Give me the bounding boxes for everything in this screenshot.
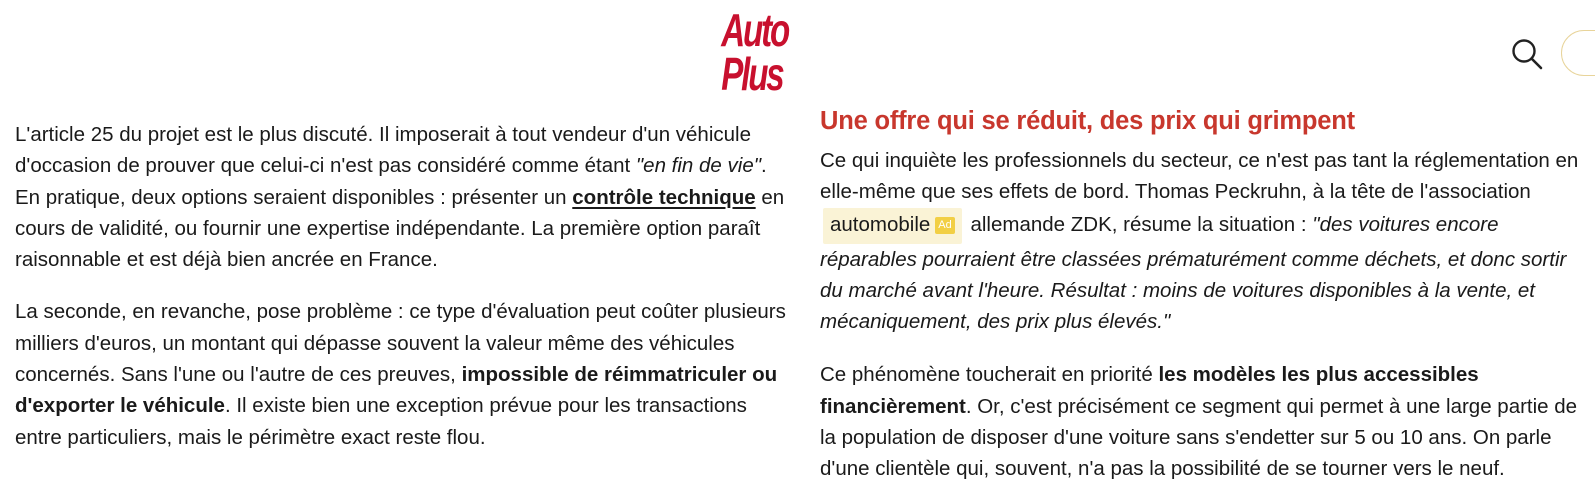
- controle-technique-link[interactable]: contrôle technique: [572, 185, 756, 209]
- subscribe-button[interactable]: [1561, 30, 1595, 76]
- bold-emphasis: impossible de réimmatriculer ou d'exporter le véhicule: [15, 363, 778, 418]
- article-paragraph: Ce phénomène toucherait en priorité les modèles les plus accessibles financièrement. Or, c'est précisément ce segment qui permet à une large partie de la population de disposer d'une voiture sans s'endetter sur 5 ou 10 ans. On parle d'une clientèle qui, souvent, n'a pas la possibilité de se tourner vers le neuf.: [820, 363, 1578, 481]
- ad-keyword-link[interactable]: automobile Ad: [823, 208, 962, 244]
- article-left-column: [15, 119, 790, 453]
- bold-emphasis: les modèles les plus accessibles financièrement: [820, 363, 1479, 418]
- article-paragraph: Ce qui inquiète les professionnels du secteur, ce n'est pas tant la réglementation en elle-même que ses effets de bord. Thomas Peckruhn, à la tête de l'association automobile Ad allemande ZDK, résume la situation : "des voitures encore réparables pourraient être classées prématurément comme déchets, et donc sortir du marché avant l'heure. Résultat : moins de voitures disponibles à la vente, et mécaniquement, des prix plus élevés.": [820, 149, 1579, 334]
- quote: "des voitures encore réparables pourraient être classées prématurément comme déchets, et donc sortir du marché avant l'heure. Résultat : moins de voitures disponibles à la vente, et mécaniquement, des prix plus élevés.": [820, 212, 1567, 334]
- article-right-column: [820, 103, 1580, 485]
- logo-line-2: Plus: [721, 48, 783, 100]
- autoplus-logo[interactable]: [721, 4, 789, 100]
- ad-badge-icon: Ad: [935, 217, 954, 234]
- article-paragraph: La seconde, en revanche, pose problème : ce type d'évaluation peut coûter plusieurs milliers d'euros, un montant qui dépasse souvent la valeur même des véhicules concernés. Sans l'une ou l'autre de ces preuves, impossible de réimmatriculer ou d'exporter le véhicule. Il existe bien une exception prévue pour les transactions entre particuliers, mais le périmètre exact reste flou.: [15, 300, 786, 449]
- logo-line-1: Auto: [721, 4, 789, 56]
- article-paragraph: L'article 25 du projet est le plus discuté. Il imposerait à tout vendeur d'un véhicule d'occasion de prouver que celui-ci n'est pas considéré comme étant "en fin de vie". En pratique, deux options seraient disponibles : présenter un contrôle technique en cours de validité, ou fournir une expertise indépendante. La première option paraît raisonnable et est déjà bien ancrée en France.: [15, 123, 785, 272]
- search-icon[interactable]: [1510, 37, 1544, 71]
- quote: "en fin de vie": [635, 154, 761, 178]
- section-heading: Une offre qui se réduit, des prix qui grimpent: [820, 107, 1355, 135]
